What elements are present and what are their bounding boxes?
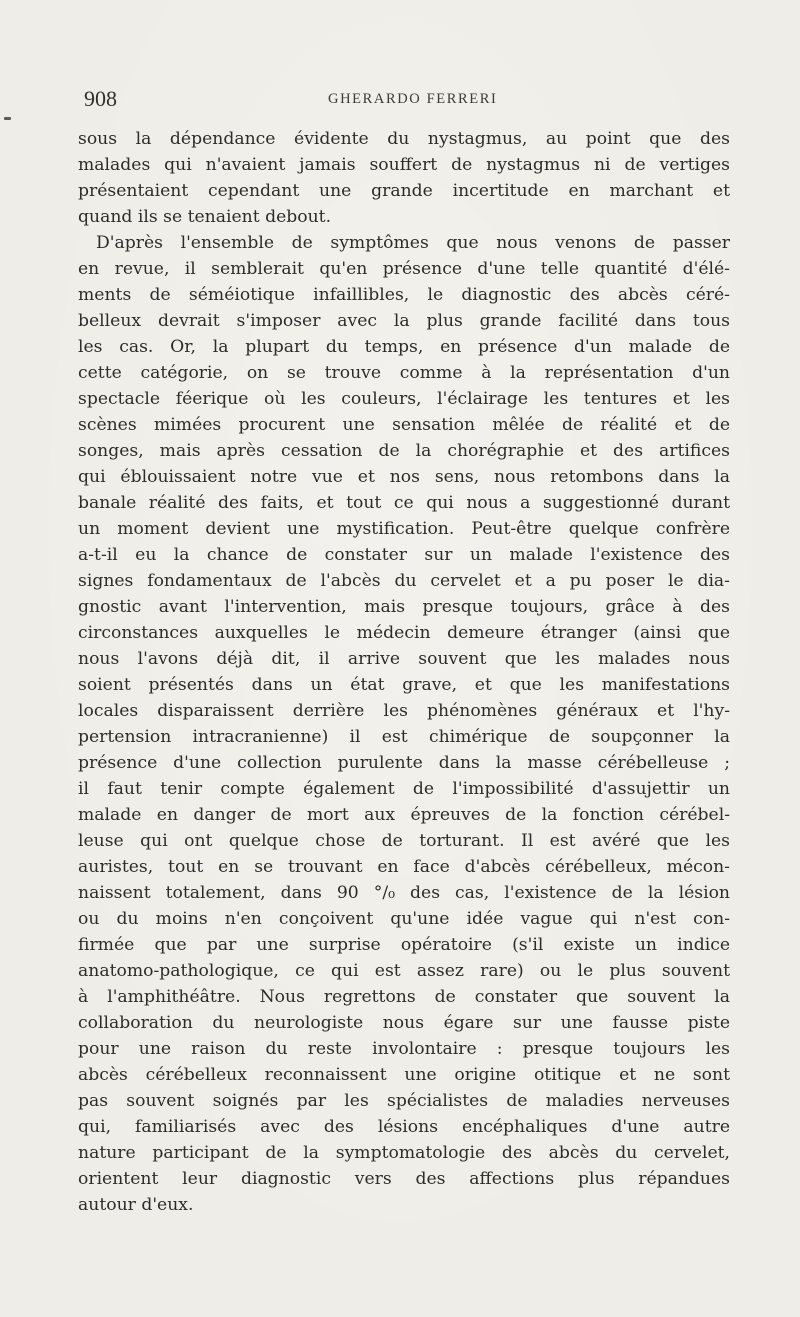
text-line: leuse qui ont quelque chose de torturant. Il est avéré que les [78, 831, 730, 851]
text-line: présentaient cependant une grande incertitude en marchant et [78, 181, 730, 201]
text-line: un moment devient une mystification. Peut-être quelque confrère [78, 519, 730, 539]
text-line: les cas. Or, la plupart du temps, en présence d'un malade de [78, 337, 730, 357]
text-line: présence d'une collection purulente dans la masse cérébelleuse ; [78, 753, 730, 773]
text-line: signes fondamentaux de l'abcès du cervelet et a pu poser le dia- [78, 571, 730, 591]
text-line: autour d'eux. [78, 1195, 194, 1215]
text-line: D'après l'ensemble de symptômes que nous venons de passer [96, 233, 730, 253]
text-line: ments de séméiotique infaillibles, le diagnostic des abcès céré- [78, 285, 730, 305]
text-line: en revue, il semblerait qu'en présence d'une telle quantité d'élé- [78, 259, 730, 279]
text-line: circonstances auxquelles le médecin demeure étranger (ainsi que [78, 623, 730, 643]
text-line: il faut tenir compte également de l'impossibilité d'assujettir un [78, 779, 730, 799]
text-line: qui éblouissaient notre vue et nos sens, nous retombons dans la [78, 467, 730, 487]
text-line: malades qui n'avaient jamais souffert de nystagmus ni de vertiges [78, 155, 730, 175]
running-head [84, 86, 734, 116]
text-line: a-t-il eu la chance de constater sur un malade l'existence des [78, 545, 730, 565]
running-title: GHERARDO FERRERI [328, 91, 498, 107]
text-line: songes, mais après cessation de la chorégraphie et des artifices [78, 441, 730, 461]
text-line: locales disparaissent derrière les phénomènes généraux et l'hy- [78, 701, 730, 721]
text-line: qui, familiarisés avec des lésions encéphaliques d'une autre [78, 1117, 730, 1137]
text-line: nature participant de la symptomatologie des abcès du cervelet, [78, 1143, 730, 1163]
text-line: banale réalité des faits, et tout ce qui nous a suggestionné durant [78, 493, 730, 513]
text-line: firmée que par une surprise opératoire (s'il existe un indice [78, 935, 730, 955]
body-text [78, 126, 730, 1218]
text-line: scènes mimées procurent une sensation mêlée de réalité et de [78, 415, 730, 435]
text-line: naissent totalement, dans 90 °/₀ des cas, l'existence de la lésion [78, 883, 730, 903]
text-line: spectacle féerique où les couleurs, l'éclairage les tentures et les [78, 389, 730, 409]
page-number: 908 [84, 86, 117, 111]
text-line: cette catégorie, on se trouve comme à la représentation d'un [78, 363, 730, 383]
text-line: pas souvent soignés par les spécialistes de maladies nerveuses [78, 1091, 730, 1111]
text-line: malade en danger de mort aux épreuves de la fonction cérébel- [78, 805, 730, 825]
text-line: quand ils se tenaient debout. [78, 207, 332, 227]
margin-mark [4, 117, 11, 120]
text-line: pour une raison du reste involontaire : presque toujours les [78, 1039, 730, 1059]
text-line: abcès cérébelleux reconnaissent une origine otitique et ne sont [78, 1065, 730, 1085]
text-line: pertension intracranienne) il est chimérique de soupçonner la [78, 727, 730, 747]
text-line: collaboration du neurologiste nous égare sur une fausse piste [78, 1013, 730, 1033]
text-line: ou du moins n'en conçoivent qu'une idée vague qui n'est con- [78, 909, 730, 929]
text-line: orientent leur diagnostic vers des affections plus répandues [78, 1169, 730, 1189]
text-line: sous la dépendance évidente du nystagmus, au point que des [78, 129, 730, 149]
text-line: auristes, tout en se trouvant en face d'abcès cérébelleux, mécon- [78, 857, 730, 877]
text-line: gnostic avant l'intervention, mais presque toujours, grâce à des [78, 597, 730, 617]
text-line: soient présentés dans un état grave, et que les manifestations [78, 675, 730, 695]
text-line: nous l'avons déjà dit, il arrive souvent que les malades nous [78, 649, 730, 669]
text-line: anatomo-pathologique, ce qui est assez rare) ou le plus souvent [78, 961, 730, 981]
text-line: à l'amphithéâtre. Nous regrettons de constater que souvent la [78, 987, 730, 1007]
text-line: belleux devrait s'imposer avec la plus grande facilité dans tous [78, 311, 730, 331]
